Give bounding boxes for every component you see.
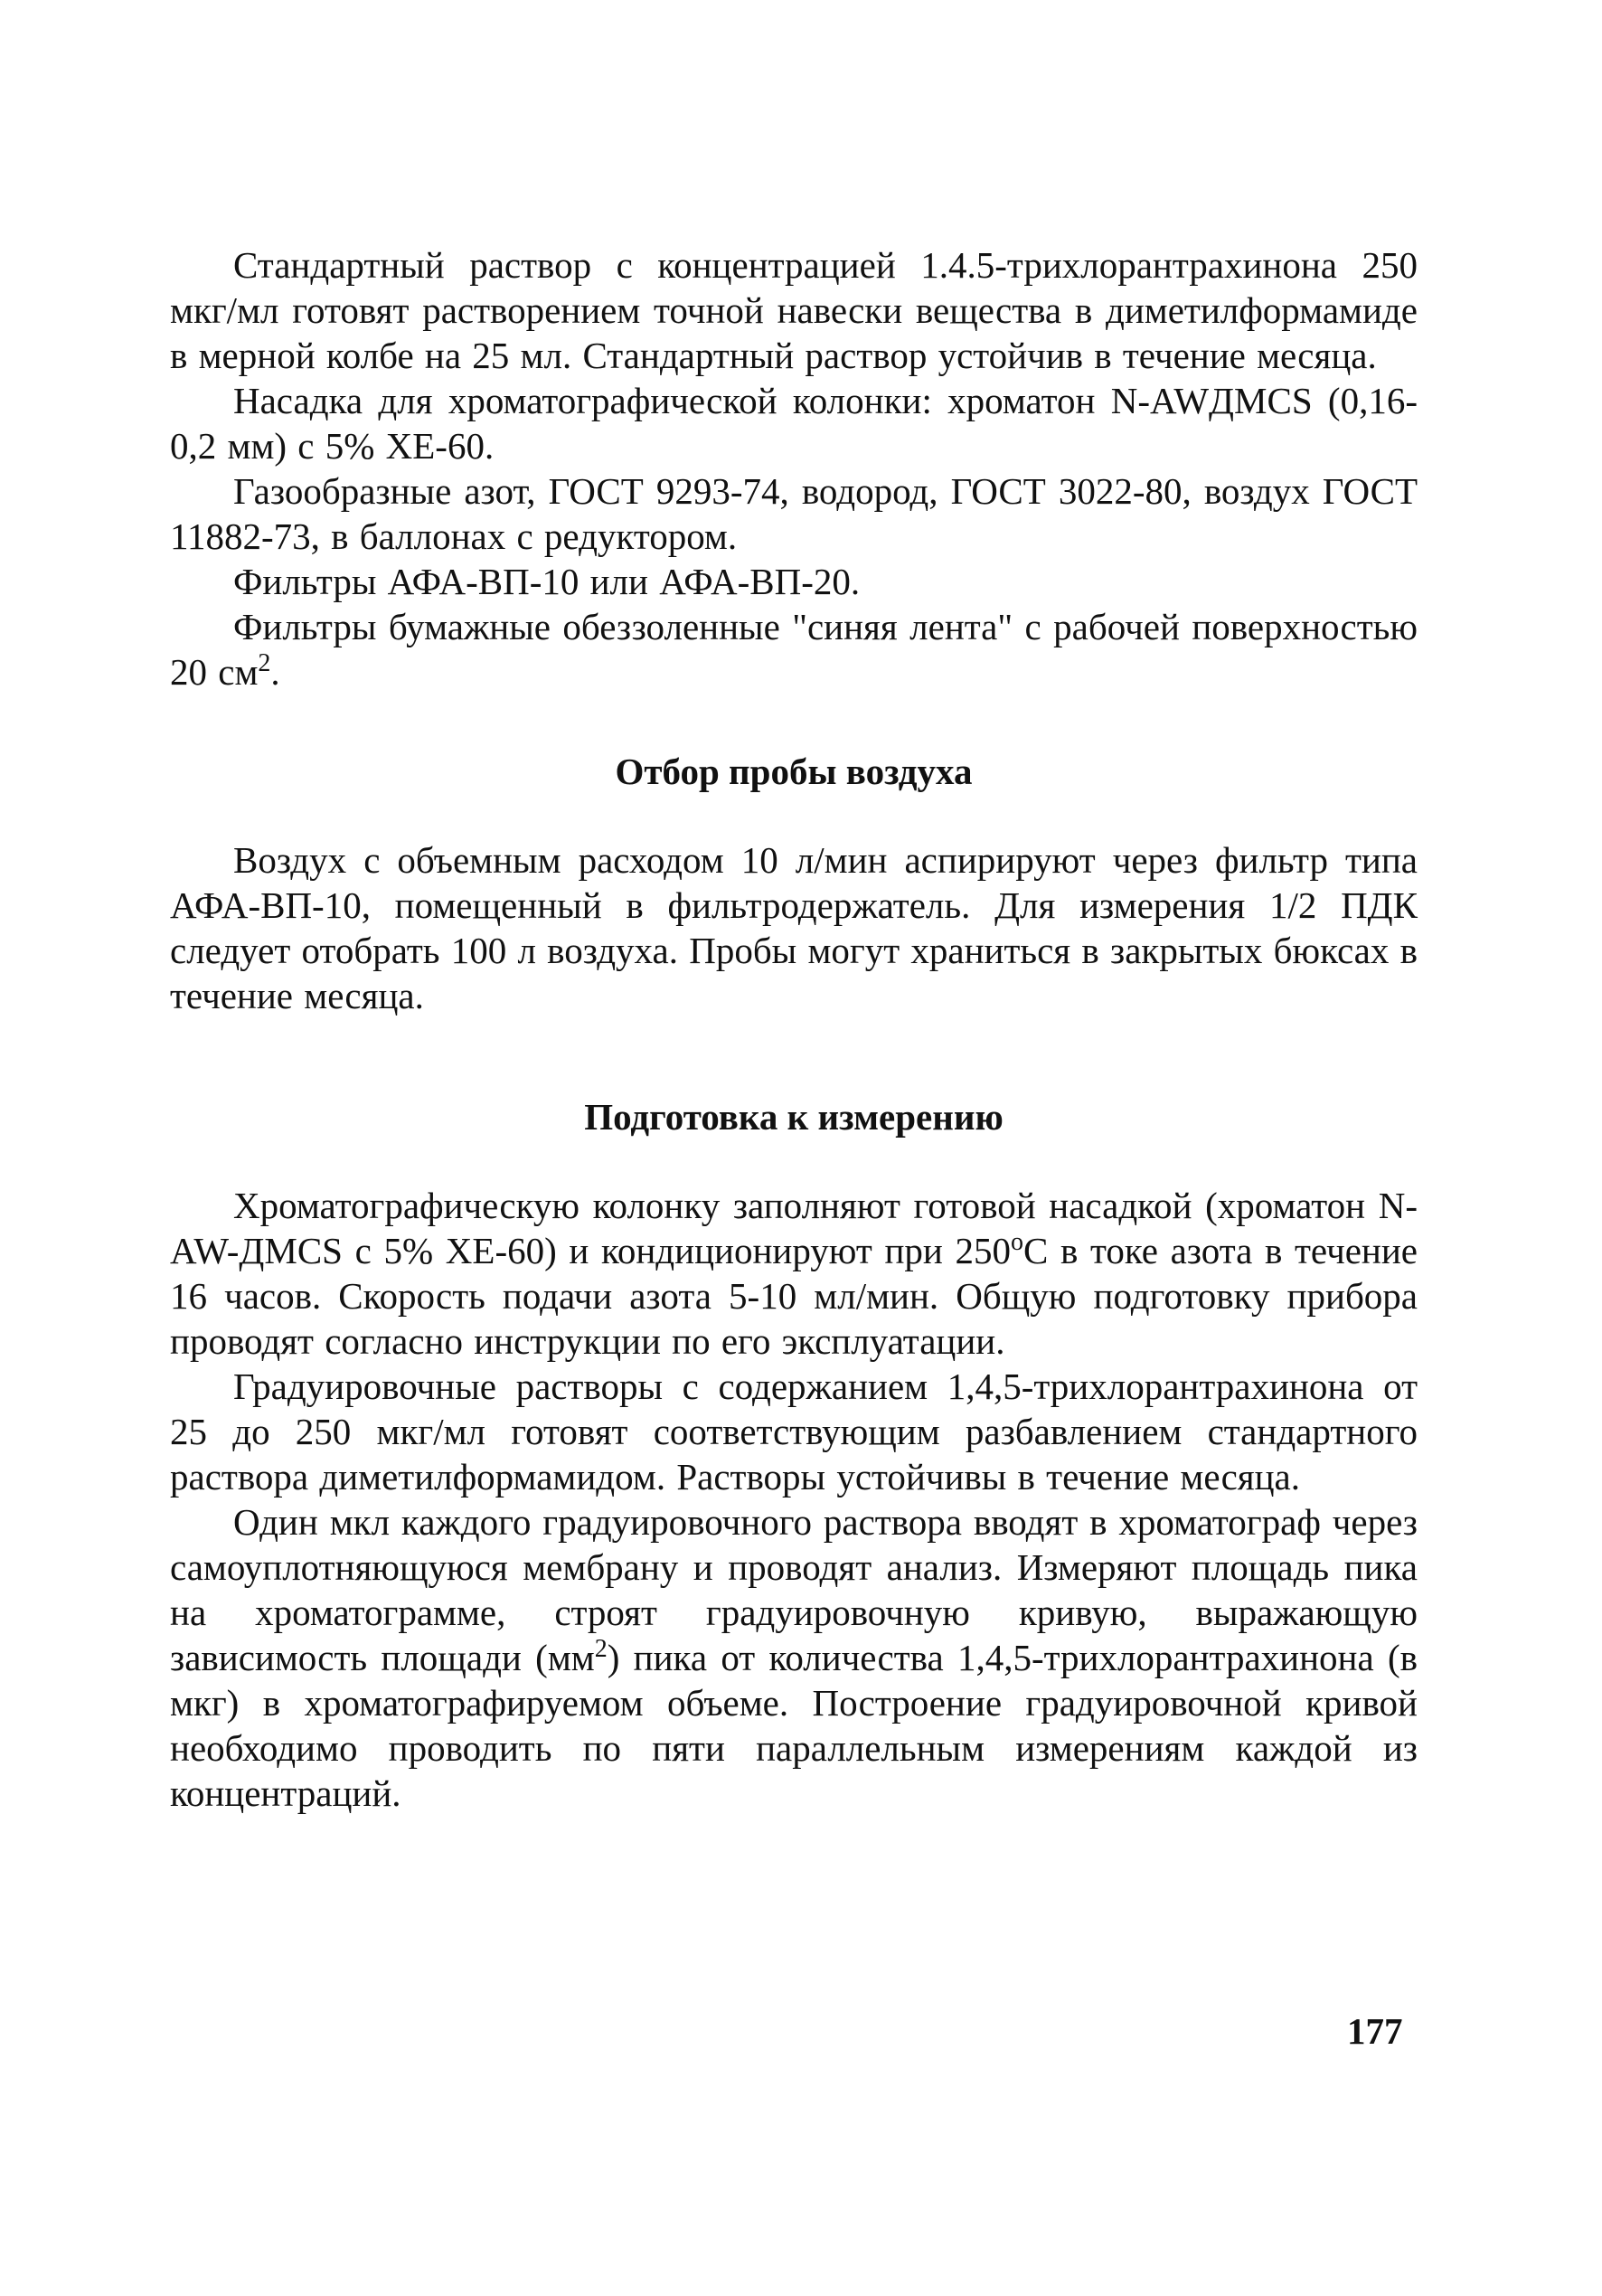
heading-preparation: Подготовка к измерению bbox=[584, 1096, 1004, 1138]
conditioning-text-a: Хроматографическую колонку заполняют готовой насадкой (хроматон N-AW-ДМCS с 5% ХЕ-60) и кондиционируют при 250 bbox=[170, 1185, 1418, 1271]
paper-filters-text: Фильтры бумажные обеззоленные "синяя лента" с рабочей поверхностью 20 см bbox=[170, 606, 1418, 693]
paragraph-sampling: Воздух с объемным расходом 10 л/мин аспирируют через фильтр типа АФА-ВП-10, помещенный в фильтродержатель. Для измерения 1/2 ПДК следует отобрать 100 л воздуха. Пробы могут храниться в закрытых бюксах в течение месяца. bbox=[170, 839, 1418, 1016]
conditioning-text-b: С в токе азота в течение 16 часов. Скорость подачи азота 5-10 мл/мин. Общую подготовку прибора проводят согласно инструкции по его эксплуатации. bbox=[170, 1230, 1418, 1362]
calibration-text-a: Один мкл каждого градуировочного раствора вводят в хроматограф через самоуплотняющуюся мембрану и проводят анализ. Измеряют площадь пика на хроматограмме, строят градуировочную кривую, выражающую зависимость площади (мм bbox=[170, 1501, 1418, 1678]
paper-filters-superscript: 2 bbox=[258, 649, 271, 677]
paper-filters-end: . bbox=[270, 651, 280, 693]
document-page bbox=[170, 242, 1418, 1816]
paragraph-calibration-solutions: Градуировочные растворы с содержанием 1,4,5-трихлорантрахинона от 25 до 250 мкг/мл готовят соответствующим разбавлением стандартного раствора диметилформамидом. Растворы устойчивы в течение месяца. bbox=[170, 1365, 1418, 1498]
paragraph-calibration-curve bbox=[170, 1499, 1418, 1816]
calibration-text-b: ) пика от количества 1,4,5-трихлорантрахинона (в мкг) в хроматографируемом объеме. Построение градуировочной кривой необходимо проводить по пяти параллельным измерениям каждой из концентраций. bbox=[170, 1637, 1418, 1814]
paragraph-standard-solution: Стандартный раствор с концентрацией 1.4.5-трихлорантрахинона 250 мкг/мл готовят растворением точной навески вещества в диметилформамиде в мерной колбе на 25 мл. Стандартный раствор устойчив в течение месяца. bbox=[170, 244, 1418, 376]
conditioning-degree: о bbox=[1010, 1228, 1023, 1256]
paragraph-column-conditioning bbox=[170, 1183, 1418, 1364]
paragraph-paper-filters bbox=[170, 604, 1418, 694]
page-number: 177 bbox=[1347, 2010, 1403, 2052]
paragraph-column-packing: Насадка для хроматографической колонки: хроматон N-AWДМCS (0,16-0,2 мм) с 5% ХЕ-60. bbox=[170, 380, 1418, 467]
paragraph-filters: Фильтры АФА-ВП-10 или АФА-ВП-20. bbox=[233, 561, 861, 602]
heading-sampling: Отбор пробы воздуха bbox=[615, 751, 973, 792]
paragraph-gases: Газообразные азот, ГОСТ 9293-74, водород, ГОСТ 3022-80, воздух ГОСТ 11882-73, в баллонах с редуктором. bbox=[170, 470, 1418, 557]
calibration-superscript: 2 bbox=[594, 1635, 608, 1663]
